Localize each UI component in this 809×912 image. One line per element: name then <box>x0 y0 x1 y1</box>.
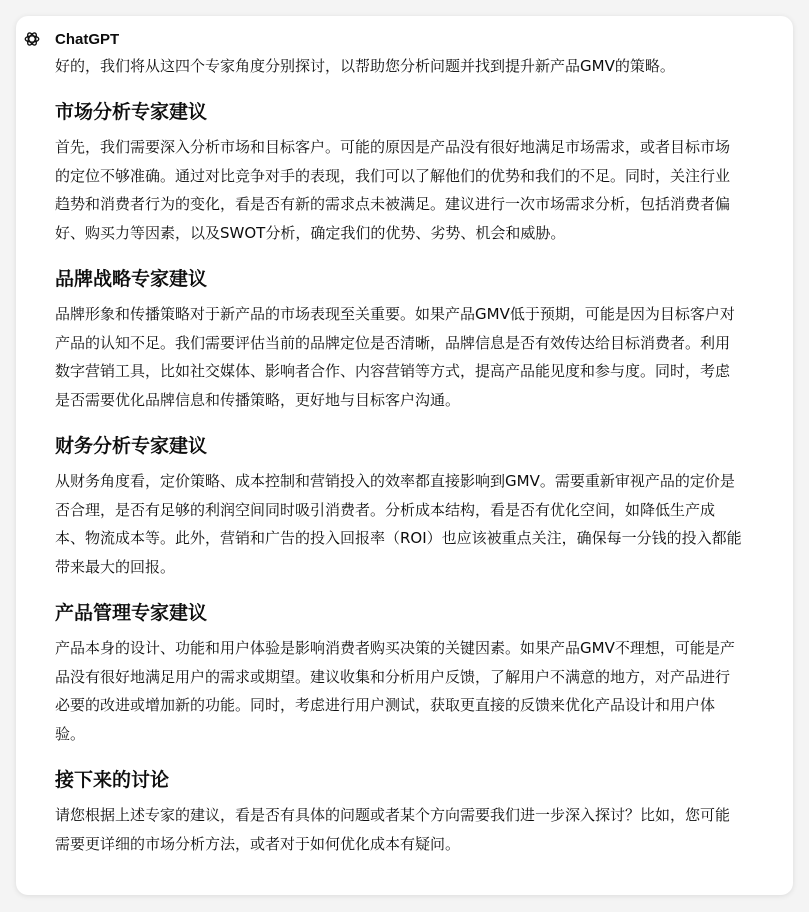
section-brand-strategy <box>55 266 787 414</box>
section-body: 产品本身的设计、功能和用户体验是影响消费者购买决策的关键因素。如果产品GMV不理想，可能是产 品没有很好地满足用户的需求或期望。建议收集和分析用户反馈，了解用户不满意的地方，对产品进行 必要的改进或增加新的功能。同时，考虑进行用户测试，获取更直接的反馈来优化产品设计和用户体 验。 <box>55 639 735 743</box>
assistant-message-card <box>16 16 793 895</box>
section-product-management <box>55 600 787 748</box>
section-heading: 接下来的讨论 <box>55 769 170 791</box>
section-body: 请您根据上述专家的建议，看是否有具体的问题或者某个方向需要我们进一步深入探讨？比如，您可能 需要更详细的市场分析方法，或者对于如何优化成本有疑问。 <box>55 806 731 853</box>
section-heading: 财务分析专家建议 <box>55 435 208 457</box>
section-body: 从财务角度看，定价策略、成本控制和营销投入的效率都直接影响到GMV。需要重新审视产品的定价是 否合理，是否有足够的利润空间同时吸引消费者。分析成本结构，看是否有优化空间，如降低生产成 本、物流成本等。此外，营销和广告的投入回报率（ROI）也应该被重点关注，确保每一分钱的投入都能 带来最大的回报。 <box>55 472 742 576</box>
message-header <box>22 29 119 49</box>
openai-logo-icon <box>22 29 42 49</box>
section-heading: 产品管理专家建议 <box>55 602 208 624</box>
sender-name: ChatGPT <box>55 30 120 48</box>
intro-paragraph: 好的，我们将从这四个专家角度分别探讨，以帮助您分析问题并找到提升新产品GMV的策略。 <box>55 57 675 75</box>
section-financial-analysis <box>55 433 787 581</box>
section-body: 首先，我们需要深入分析市场和目标客户。可能的原因是产品没有很好地满足市场需求，或者目标市场 的定位不够准确。通过对比竞争对手的表现，我们可以了解他们的优势和我们的不足。同时，关注行业 趋势和消费者行为的变化，看是否有新的需求点未被满足。建议进行一次市场需求分析，包括消费者偏 好、购买力等因素，以及SWOT分析，确定我们的优势、劣势、机会和威胁。 <box>55 138 731 242</box>
message-content <box>55 52 787 858</box>
section-market-analysis <box>55 99 787 247</box>
section-heading: 市场分析专家建议 <box>55 101 208 123</box>
section-next-discussion <box>55 767 787 858</box>
section-body: 品牌形象和传播策略对于新产品的市场表现至关重要。如果产品GMV低于预期，可能是因为目标客户对 产品的认知不足。我们需要评估当前的品牌定位是否清晰，品牌信息是否有效传达给目标消费者。利用 数字营销工具，比如社交媒体、影响者合作、内容营销等方式，提高产品能见度和参与度。同时，考虑 是否需要优化品牌信息和传播策略，更好地与目标客户沟通。 <box>55 305 735 409</box>
section-heading: 品牌战略专家建议 <box>55 268 208 290</box>
